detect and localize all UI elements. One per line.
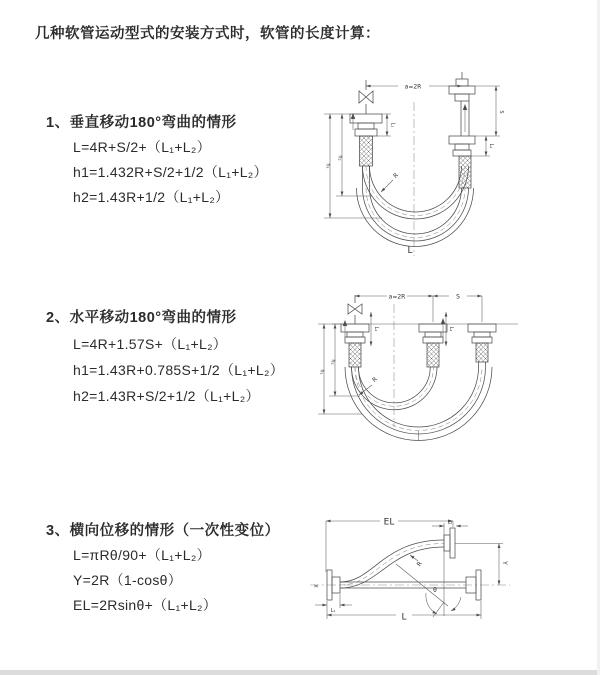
right-pipe-assembly [449,72,475,188]
label-X: X [312,584,318,588]
label-h1: h₁ [318,369,325,375]
diagram-horizontal-180-bend [310,282,600,462]
hose-u-bend-curves [357,166,474,247]
section-3-formula-EL: EL=2Rsinθ+（L₁+L₂） [73,597,218,613]
label-EL: EL [383,517,395,528]
s-curve-hose-displaced [340,540,444,588]
label-L1: L₁ [330,608,336,614]
section-2-formula-L: L=4R+1.57S+（L₁+L₂） [73,336,228,352]
upper-flange [444,528,455,558]
page-bottom-edge [0,670,600,675]
dimension-Y [455,544,508,586]
section-3-formula-L: L=πRθ/90+（L₁+L₂） [73,547,211,563]
diagram-lateral-displacement [298,498,598,663]
label-h1: h₁ [324,163,331,169]
section-1-formula-L: L=4R+S/2+（L₁+L₂） [73,139,211,155]
valve-icon [359,80,373,114]
label-S: S [456,293,460,301]
dimension-L2 [432,520,468,527]
label-R: R [392,171,400,180]
braided-hose [427,343,439,367]
left-pipe-assembly [350,113,382,188]
dimension-L2 [471,136,494,156]
label-L1: L₁ [389,122,396,128]
dimension-L1 [371,312,379,346]
braided-hose [349,343,361,367]
right-pipe-assembly [468,324,496,367]
label-h2: h₂ [329,359,336,365]
radius-callout [381,172,400,192]
label-theta: θ [433,587,437,594]
section-3-heading: 3、横向位移的情形（一次性变位） [46,523,280,539]
label-R: R [371,375,379,384]
dimension-EL [326,518,453,573]
page-title: 几种软管运动型式的安装方式时，软管的长度计算： [35,26,380,42]
radius-callout [410,555,424,568]
section-2-heading: 2、水平移动180°弯曲的情形 [46,310,237,326]
up-arrow-icon [441,318,445,324]
section-2-formula-h2: h2=1.43R+S/2+1/2（L₁+L₂） [73,388,260,404]
label-L2: L₂ [488,143,494,149]
section-1-formula-h1: h1=1.432R+S/2+1/2（L₁+L₂） [73,164,268,180]
up-arrow-icon [343,320,347,326]
label-L1: L₁ [373,326,379,332]
label-h2: h₂ [336,155,343,161]
left-pipe-assembly [341,320,369,367]
section-1-formula-h2: h2=1.43R+1/2（L₁+L₂） [73,189,230,205]
label-L-total: L [407,246,413,256]
braided-hose [476,343,488,362]
label-L2: L₂ [447,519,453,526]
angle-theta-callout [396,564,461,617]
valve-icon [348,295,362,324]
dimension-S [433,294,482,323]
dimension-S [475,86,504,136]
label-R: R [415,560,424,568]
up-arrow-icon [463,104,467,110]
hose-u-bend-curves [345,367,492,440]
braided-hose [360,136,373,166]
label-L: L [401,612,407,623]
dimension-L1 [377,114,396,136]
label-Y: Y [501,561,508,565]
section-1-heading: 1、垂直移动180°弯曲的情形 [46,115,237,131]
label-L2: L₂ [448,326,454,332]
label-S: S [498,110,504,114]
label-a2r: a=2R [388,293,406,301]
section-2-formula-h1: h1=1.43R+0.785S+1/2（L₁+L₂） [73,362,284,378]
dimension-h1-h2 [318,324,362,414]
label-a2r: a=2R [404,83,422,91]
dimension-L1 [315,594,352,614]
section-3-formula-Y: Y=2R（1-cosθ） [73,572,183,588]
middle-pipe-assembly [419,318,447,367]
dimension-a2r [355,294,433,301]
diagram-vertical-180-bend [310,66,600,261]
dimension-a2r [366,84,462,91]
